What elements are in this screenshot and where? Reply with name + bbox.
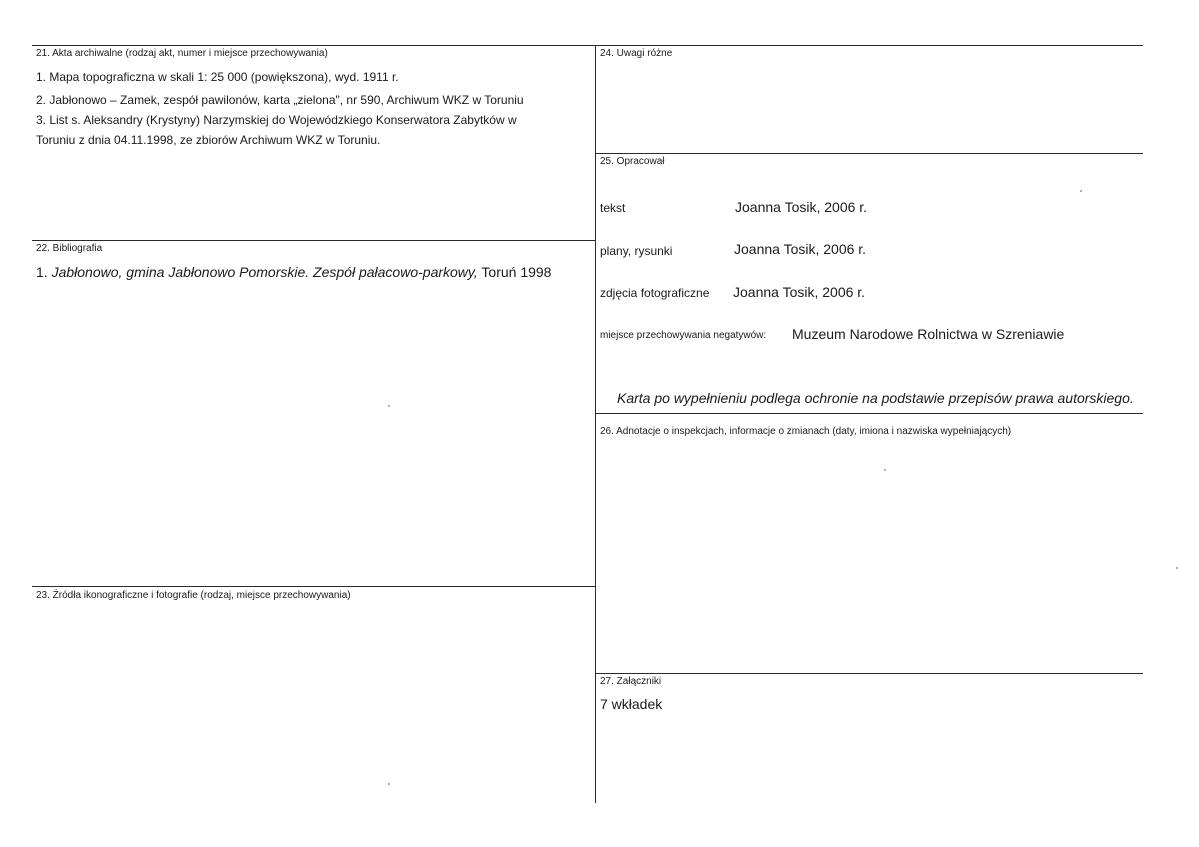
section-22-heading: 22. Bibliografia xyxy=(36,243,103,254)
top-border-line xyxy=(32,45,1143,46)
attachments-count: 7 wkładek xyxy=(600,696,663,712)
section-23-heading: 23. Źródła ikonograficzne i fotografie (rodzaj, miejsce przechowywania) xyxy=(36,590,351,601)
archival-item-3: 3. List s. Aleksandry (Krystyny) Narzymskiej do Wojewódzkiego Konserwatora Zabytków w xyxy=(36,113,517,127)
bibliography-entry-number: 1. xyxy=(36,264,48,280)
role-text: tekst xyxy=(600,201,626,215)
bibliography-entry-place-year: Toruń 1998 xyxy=(481,264,552,280)
archival-item-1: 1. Mapa topograficzna w skali 1: 25 000 (powiększona), wyd. 1911 r. xyxy=(36,70,399,84)
scan-speck xyxy=(388,783,390,785)
archival-item-3-continued: Toruniu z dnia 04.11.1998, ze zbiorów Archiwum WKZ w Toruniu. xyxy=(36,133,381,147)
section-25-heading: 25. Opracował xyxy=(600,156,665,167)
section-26-divider xyxy=(595,413,1143,414)
section-27-divider xyxy=(595,673,1143,674)
author-plans-drawings: Joanna Tosik, 2006 r. xyxy=(734,241,867,257)
section-27-heading: 27. Załączniki xyxy=(600,676,662,687)
copyright-note: Karta po wypełnieniu podlega ochronie na podstawie przepisów prawa autorskiego. xyxy=(617,390,1134,406)
author-text: Joanna Tosik, 2006 r. xyxy=(735,199,868,215)
section-25-divider xyxy=(595,153,1143,154)
role-plans-drawings: plany, rysunki xyxy=(600,244,673,258)
section-24-heading: 24. Uwagi różne xyxy=(600,48,673,59)
negatives-storage-label: miejsce przechowywania negatywów: xyxy=(600,330,767,341)
bibliography-entry-1 xyxy=(36,264,551,280)
scan-speck xyxy=(1176,567,1178,569)
author-photographs: Joanna Tosik, 2006 r. xyxy=(733,284,866,300)
section-26-heading: 26. Adnotacje o inspekcjach, informacje o zmianach (daty, imiona i nazwiska wypełniających) xyxy=(600,426,1012,437)
section-22-divider xyxy=(32,240,595,241)
section-21-heading: 21. Akta archiwalne (rodzaj akt, numer i miejsce przechowywania) xyxy=(36,48,328,59)
scan-speck xyxy=(1080,190,1082,192)
scan-speck xyxy=(388,405,390,407)
bibliography-entry-title: Jabłonowo, gmina Jabłonowo Pomorskie. Zespół pałacowo-parkowy, xyxy=(51,264,478,280)
section-23-divider xyxy=(32,586,595,587)
negatives-storage-value: Muzeum Narodowe Rolnictwa w Szreniawie xyxy=(792,326,1065,342)
archival-item-2: 2. Jabłonowo – Zamek, zespół pawilonów, karta „zielona", nr 590, Archiwum WKZ w Toruniu xyxy=(36,93,524,107)
role-photographs: zdjęcia fotograficzne xyxy=(600,286,710,300)
center-divider-line xyxy=(595,45,596,803)
scan-speck xyxy=(884,469,886,471)
